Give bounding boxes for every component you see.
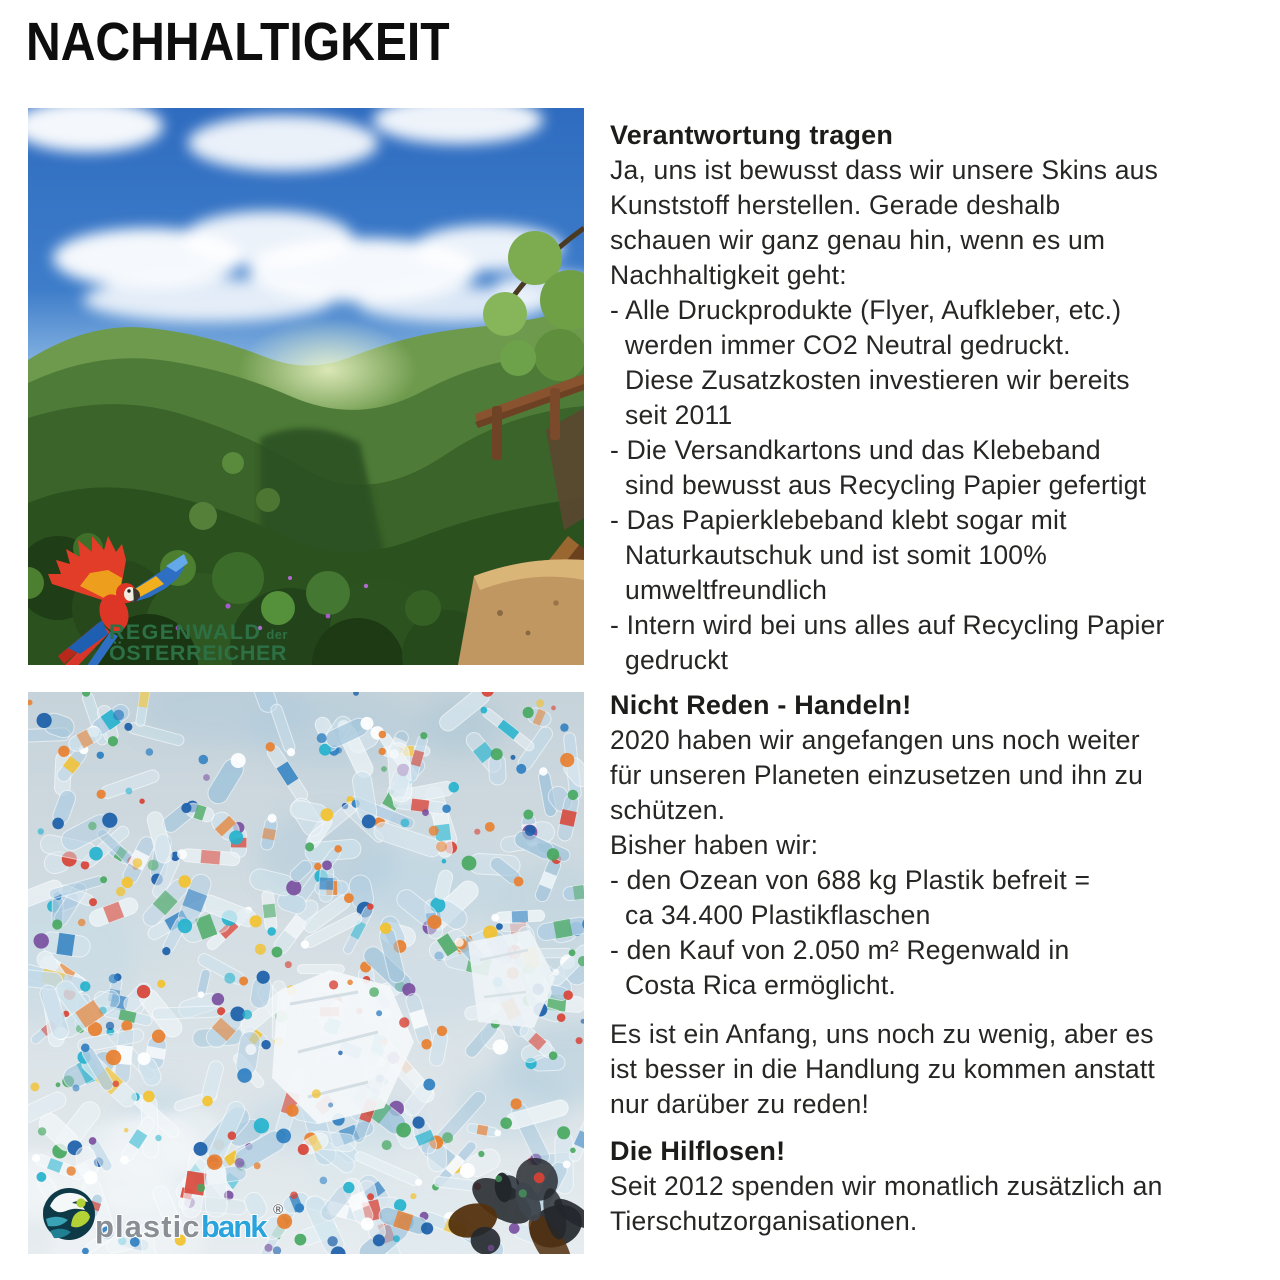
text-line: - den Kauf von 2.050 m² Regenwald in <box>610 935 1070 965</box>
section-body <box>610 153 1275 678</box>
text-line: gedruckt <box>625 645 729 675</box>
section-nicht-reden <box>610 688 1275 1122</box>
text-line: werden immer CO2 Neutral gedruckt. <box>625 330 1071 360</box>
text-line: für unseren Planeten einzusetzen und ihn zu <box>610 760 1144 790</box>
text-line: Diese Zusatzkosten investieren wir bereits <box>625 365 1130 395</box>
registered-mark-icon: ® <box>273 1201 284 1217</box>
text-line: Bisher haben wir: <box>610 830 819 860</box>
text-line: - Alle Druckprodukte (Flyer, Aufkleber, etc.) <box>610 295 1122 325</box>
text-line: ist besser in die Handlung zu kommen anstatt <box>610 1054 1155 1084</box>
plasticbank-logo-word1: plastic <box>95 1209 199 1244</box>
section-heading: Nicht Reden - Handeln! <box>610 690 912 720</box>
text-line: Kunststoff herstellen. Gerade deshalb <box>610 190 1061 220</box>
section-die-hilflosen <box>610 1134 1275 1239</box>
rainforest-photo <box>28 108 584 665</box>
text-line: Ja, uns ist bewusst dass wir unsere Skins aus <box>610 155 1159 185</box>
section-body <box>610 723 1275 1122</box>
text-line: - Intern wird bei uns alles auf Recycling Papier <box>610 610 1165 640</box>
text-line: Seit 2012 spenden wir monatlich zusätzlich an <box>610 1171 1163 1201</box>
plasticbank-logo-word2: bank <box>201 1209 267 1244</box>
regenwald-logo <box>109 620 288 665</box>
text-line: - Das Papierklebeband klebt sogar mit <box>610 505 1067 535</box>
text-line: ca 34.400 Plastikflaschen <box>625 900 931 930</box>
text-line: Tierschutzorganisationen. <box>610 1206 918 1236</box>
plastic-bottles-illustration <box>28 692 584 1254</box>
text-line: Costa Rica ermöglicht. <box>625 970 896 1000</box>
regenwald-logo-line1: REGENWALD der <box>109 620 288 644</box>
section-body <box>610 1169 1275 1239</box>
regenwald-logo-line2: ÖSTERREICHER <box>109 641 288 665</box>
text-column <box>610 118 1275 1239</box>
text-line: schauen wir ganz genau hin, wenn es um <box>610 225 1106 255</box>
text-line: 2020 haben wir angefangen uns noch weiter <box>610 725 1140 755</box>
text-line: Naturkautschuk und ist somit 100% <box>625 540 1047 570</box>
text-line: Es ist ein Anfang, uns noch zu wenig, aber es <box>610 1019 1154 1049</box>
text-line: - Die Versandkartons und das Klebeband <box>610 435 1101 465</box>
text-line: seit 2011 <box>625 400 733 430</box>
text-line: sind bewusst aus Recycling Papier gefertigt <box>625 470 1147 500</box>
stone-block <box>458 559 584 665</box>
section-verantwortung <box>610 118 1275 678</box>
rainforest-illustration <box>28 108 584 665</box>
text-line: schützen. <box>610 795 726 825</box>
text-line: umweltfreundlich <box>625 575 828 605</box>
section-heading: Die Hilflosen! <box>610 1136 786 1166</box>
page-title: NACHHALTIGKEIT <box>26 12 450 72</box>
plastic-bottles-photo <box>28 692 584 1254</box>
plasticbank-logo-icon <box>43 1188 95 1240</box>
text-line: Nachhaltigkeit geht: <box>610 260 847 290</box>
text-line: - den Ozean von 688 kg Plastik befreit = <box>610 865 1091 895</box>
section-heading: Verantwortung tragen <box>610 120 894 150</box>
text-line: nur darüber zu reden! <box>610 1089 870 1119</box>
